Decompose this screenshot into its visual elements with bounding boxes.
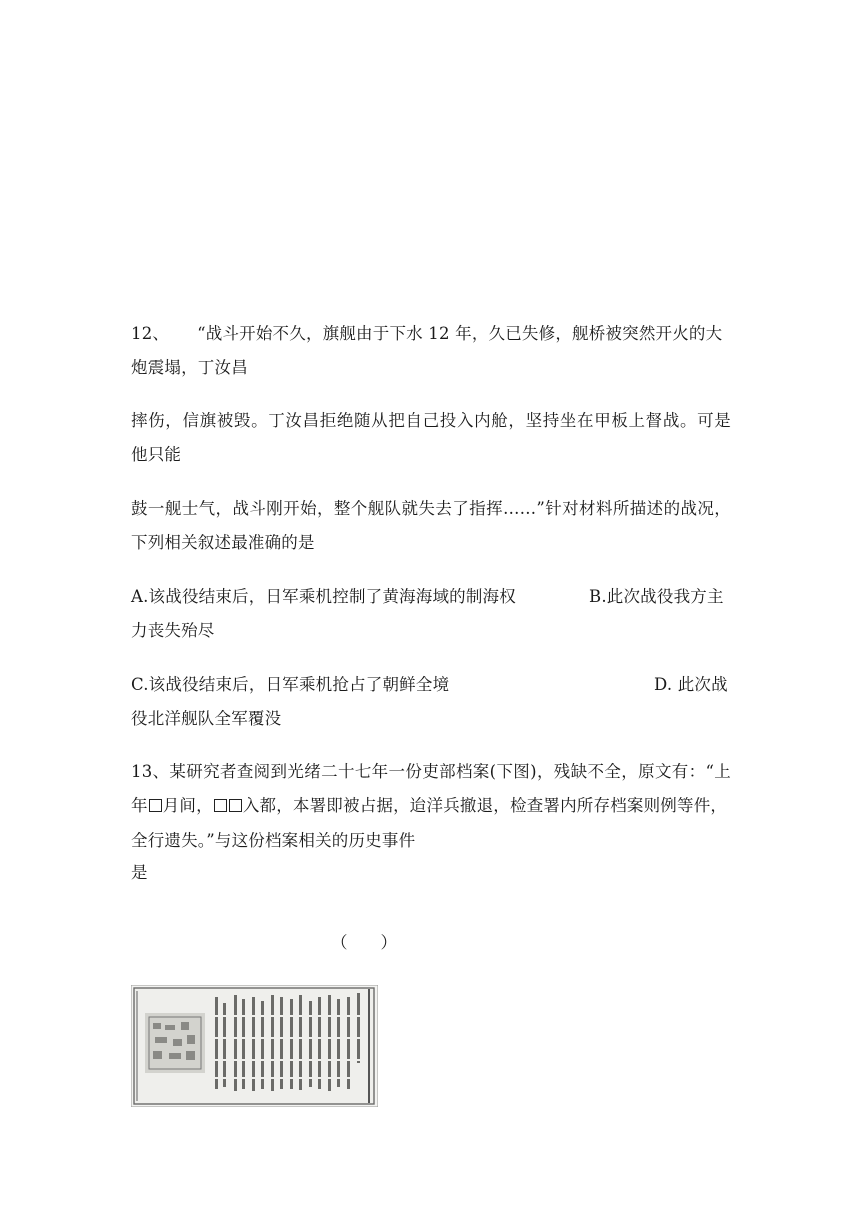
q12-option-b: B.此次战役我方主 xyxy=(589,587,724,606)
archive-document-image xyxy=(131,985,378,1107)
q12-option-d-cont: 役北洋舰队全军覆没 xyxy=(131,709,282,728)
answer-parentheses: （ ） xyxy=(331,933,397,952)
missing-char-box xyxy=(149,799,162,812)
q13-line-2 xyxy=(131,794,731,818)
q13-line-3: 全行遗失。”与这份档案相关的历史事件 xyxy=(131,831,416,850)
q13-line-1: 13、某研究者查阅到光绪二十七年一份吏部档案(下图)，残缺不全，原文有：“上 xyxy=(131,762,731,781)
q12-text-1: “战斗开始不久，旗舰由于下水 12 年，久已失修，舰桥被突然开火的大 xyxy=(197,324,723,343)
q12-option-b-cont: 力丧失殆尽 xyxy=(131,621,215,640)
missing-char-box xyxy=(214,799,227,812)
q12-line-3: 摔伤，信旗被毁。丁汝昌拒绝随从把自己投入内舱，坚持坐在甲板上督战。可是 xyxy=(131,411,731,430)
q12-line-6: 下列相关叙述最准确的是 xyxy=(131,533,315,552)
q13-line-4: 是 xyxy=(131,863,148,882)
q12-option-a: A.该战役结束后，日军乘机控制了黄海海域的制海权 xyxy=(131,587,516,606)
q12-option-c: C.该战役结束后，日军乘机抢占了朝鲜全境 xyxy=(131,675,450,694)
missing-char-box xyxy=(229,799,242,812)
q12-line-4: 他只能 xyxy=(131,445,182,464)
q12-option-d: D. 此次战 xyxy=(654,675,728,694)
q12-line-1 xyxy=(131,322,731,346)
q13-line-2-c: 入都，本署即被占据，迨洋兵撤退，检查署内所存档案则例等件， xyxy=(242,796,728,815)
q12-line-5: 鼓一舰士气，战斗刚开始，整个舰队就失去了指挥……”针对材料所描述的战况， xyxy=(131,499,731,518)
q12-number: 12、 xyxy=(131,324,170,343)
q13-line-2-a: 年 xyxy=(131,796,148,815)
q12-line-2: 炮震塌，丁汝昌 xyxy=(131,358,248,377)
q13-line-2-b: 月间， xyxy=(162,796,213,815)
